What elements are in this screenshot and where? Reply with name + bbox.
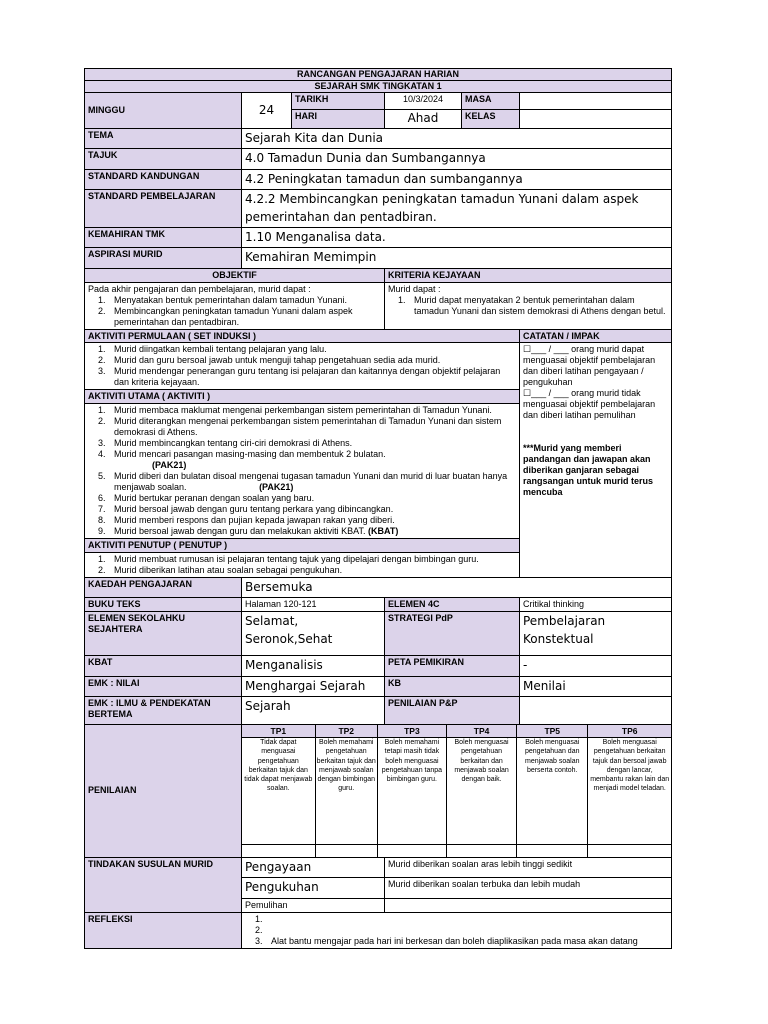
emk-nilai-label: EMK : NILAI — [85, 676, 242, 696]
tp2-header: TP2 — [315, 725, 377, 738]
tarikh-label: TARIKH — [292, 92, 385, 109]
kbat-label: KBAT — [85, 656, 242, 676]
hari-label: HARI — [292, 109, 385, 128]
masa-value — [520, 92, 672, 109]
catatan-note: ***Murid yang memberi pandangan dan jawapan akan diberikan ganjaran sebagai rangsangan untuk murid terus mencuba — [523, 443, 654, 498]
peta-pemikiran-value: - — [520, 656, 672, 676]
standard-kandungan-value: 4.2 Peningkatan tamadun dan sumbangannya — [242, 169, 672, 189]
refleksi-label: REFLEKSI — [85, 912, 242, 948]
pengukuhan-label: Pengukuhan — [242, 878, 385, 898]
penutup-item: 1. Murid membuat rumusan isi pelajaran tentang tajuk yang dipelajari dengan bimbingan guru. — [108, 554, 516, 565]
aspirasi-murid-label: ASPIRASI MURID — [85, 248, 242, 268]
kemahiran-tmk-value: 1.10 Menganalisa data. — [242, 227, 672, 247]
standard-pembelajaran-value: 4.2.2 Membincangkan peningkatan tamadun Yunani dalam aspek pemerintahan dan pentadbiran. — [242, 190, 672, 228]
tema-label: TEMA — [85, 128, 242, 148]
masa-label: MASA — [462, 92, 520, 109]
aktiviti-utama-label: AKTIVITI UTAMA ( AKTIVITI ) — [85, 390, 520, 404]
catatan-text-1: ☐___ / ___ orang murid dapat menguasai objektif pembelajaran dan diberi latihan pengayaan / pengukuhan — [523, 344, 656, 388]
elemen-4c-value: Critikal thinking — [520, 598, 672, 612]
emk-nilai-value: Menghargai Sejarah — [242, 676, 385, 696]
utama-item: 7. Murid bersoal jawab dengan guru tentang perkara yang dibincangkan. — [108, 504, 516, 515]
buku-teks-label: BUKU TEKS — [85, 598, 242, 612]
kemahiran-tmk-label: KEMAHIRAN TMK — [85, 227, 242, 247]
utama-item: 2. Murid diterangkan mengenai perkembangan sistem pemerintahan di Tamadun Yunani dan sistem demokrasi di Athens. — [108, 416, 516, 438]
tp5-desc: Boleh menguasai pengetahuan dan menjawab soalan berserta contoh. — [517, 738, 588, 845]
utama-item: 8. Murid memberi respons dan pujian kepada jawapan rakan yang diberi. — [108, 515, 516, 526]
kb-label: KB — [385, 676, 520, 696]
refleksi-content — [242, 912, 672, 948]
penilaian-pp-value — [520, 697, 672, 725]
objektif-content: Pada akhir pengajaran dan pembelajaran, murid dapat : 1. Menyatakan bentuk pemerintahan dalam tamadun Yunani. 2. Membincangkan peningkatan tamadun Yunani dalam aspek pemerintahan dan pentadbiran. — [85, 282, 385, 329]
catatan-impak-content — [520, 343, 672, 577]
kbat-tag: (KBAT) — [368, 525, 399, 536]
pengayaan-desc: Murid diberikan soalan aras lebih tinggi sedikit — [385, 857, 672, 877]
utama-item: 6. Murid bertukar peranan dengan soalan yang baru. — [108, 493, 516, 504]
kriteria-content: Murid dapat : 1. Murid dapat menyatakan 2 bentuk pemerintahan dalam tamadun Yunani dan sistem demokrasi di Athens dengan betul. — [385, 282, 672, 329]
kaedah-label: KAEDAH PENGAJARAN — [85, 577, 242, 597]
refleksi-item: 3. Alat bantu mengajar pada hari ini berkesan dan boleh diaplikasikan pada masa akan datang — [265, 936, 668, 947]
elemen-sekolahku-label: ELEMEN SEKOLAHKU SEJAHTERA — [85, 612, 242, 656]
aktiviti-permulaan-content — [85, 343, 520, 390]
minggu-label: MINGGU — [85, 92, 242, 128]
utama-item: 3. Murid membincangkan tentang ciri-ciri demokrasi di Athens. — [108, 438, 516, 449]
tp4-header: TP4 — [446, 725, 516, 738]
aktiviti-penutup-content — [85, 552, 520, 577]
document-title: RANCANGAN PENGAJARAN HARIAN SEJARAH SMK TINGKATAN 1 — [85, 69, 672, 93]
tema-value: Sejarah Kita dan Dunia — [242, 128, 672, 148]
pak21-tag: (PAK21) — [259, 482, 294, 493]
kb-value: Menilai — [520, 676, 672, 696]
tindakan-susulan-label: TINDAKAN SUSULAN MURID — [85, 857, 242, 912]
refleksi-item — [265, 914, 668, 925]
tp5-header: TP5 — [517, 725, 588, 738]
buku-teks-value: Halaman 120-121 — [242, 598, 385, 612]
tp1-desc: Tidak dapat menguasai pengetahuan berkaitan tajuk dan tidak dapat menjawab soalan. — [242, 738, 315, 845]
penutup-item: 2. Murid diberikan latihan atau soalan sebagai pengukuhan. — [108, 565, 516, 576]
permulaan-item: 1. Murid diingatkan kembali tentang pelajaran yang lalu. — [108, 344, 516, 355]
utama-item: 4. Murid mencari pasangan masing-masing dan membentuk 2 bulatan. (PAK21) — [108, 449, 516, 471]
kbat-value: Menganalisis — [242, 656, 385, 676]
tp4-desc: Boleh menguasai pengetahuan berkaitan dan menjawab soalan dengan baik. — [446, 738, 516, 845]
aktiviti-utama-content — [85, 404, 520, 539]
emk-ilmu-value: Sejarah — [242, 697, 385, 725]
pemulihan-label: Pemulihan — [242, 898, 385, 912]
kelas-label: KELAS — [462, 109, 520, 128]
standard-kandungan-label: STANDARD KANDUNGAN — [85, 169, 242, 189]
pengayaan-label: Pengayaan — [242, 857, 385, 877]
aktiviti-permulaan-label: AKTIVITI PERMULAAN ( SET INDUKSI ) — [85, 329, 520, 343]
permulaan-item: 3. Murid mendengar penerangan guru tentang isi pelajaran dan kaitannya dengan objektif pelajaran dan kriteria kejayaan. — [108, 366, 516, 388]
tajuk-label: TAJUK — [85, 149, 242, 169]
tp6-desc: Boleh menguasai pengetahuan berkaitan tajuk dan bersoal jawab dengan lancar, membantu rakan lain dan menjadi model teladan. — [588, 738, 671, 845]
pengukuhan-desc: Murid diberikan soalan terbuka dan lebih mudah — [385, 878, 672, 898]
penilaian-label: PENILAIAN — [85, 725, 242, 858]
peta-pemikiran-label: PETA PEMIKIRAN — [385, 656, 520, 676]
tp1-header: TP1 — [242, 725, 315, 738]
strategi-value: Pembelajaran Konstektual — [520, 612, 672, 656]
pak21-tag: (PAK21) — [152, 460, 187, 471]
tp3-header: TP3 — [377, 725, 446, 738]
utama-item: 1. Murid membaca maklumat mengenai perkembangan sistem pemerintahan di Tamadun Yunani. — [108, 405, 516, 416]
standard-pembelajaran-label: STANDARD PEMBELAJARAN — [85, 190, 242, 228]
utama-item: 5. Murid diberi dan bulatan disoal mengenai tugasan tamadun Yunani dan murid di luar buatan hanya menjawab soalan. (PAK21) — [108, 471, 516, 493]
kaedah-value: Bersemuka — [242, 577, 672, 597]
tarikh-value: 10/3/2024 — [385, 92, 462, 109]
kriteria-label: KRITERIA KEJAYAAN — [385, 268, 672, 282]
lesson-plan-table — [84, 68, 672, 949]
tajuk-value: 4.0 Tamadun Dunia dan Sumbangannya — [242, 149, 672, 169]
catatan-text-2: ☐___ / ___ orang murid tidak menguasai objektif pembelajaran dan diberi latihan pemulihan — [523, 388, 656, 421]
objektif-label: OBJEKTIF — [85, 268, 385, 282]
tp6-header: TP6 — [588, 725, 671, 738]
objektif-item: 2. Membincangkan peningkatan tamadun Yunani dalam aspek pemerintahan dan pentadbiran. — [108, 306, 381, 328]
permulaan-item: 2. Murid dan guru bersoal jawab untuk menguji tahap pengetahuan sedia ada murid. — [108, 355, 516, 366]
strategi-label: STRATEGI PdP — [385, 612, 520, 656]
tp2-desc: Boleh memahami pengetahuan berkaitan tajuk dan menjawab soalan dengan bimbingan guru. — [315, 738, 377, 845]
minggu-value: 24 — [242, 92, 292, 128]
objektif-item: 1. Menyatakan bentuk pemerintahan dalam tamadun Yunani. — [108, 295, 381, 306]
kriteria-item: 1. Murid dapat menyatakan 2 bentuk pemerintahan dalam tamadun Yunani dan sistem demokrasi di Athens dengan betul. — [408, 295, 668, 317]
tp3-desc: Boleh memahami tetapi masih tidak boleh menguasai pengetahuan tanpa bimbingan guru. — [377, 738, 446, 845]
penilaian-rubric — [242, 725, 672, 858]
aspirasi-murid-value: Kemahiran Memimpin — [242, 248, 672, 268]
lesson-plan-sheet — [84, 68, 671, 949]
penilaian-pp-label: PENILAIAN P&P — [385, 697, 520, 725]
hari-value: Ahad — [385, 109, 462, 128]
elemen-4c-label: ELEMEN 4C — [385, 598, 520, 612]
utama-item: 9. Murid bersoal jawab dengan guru dan melakukan aktiviti KBAT. (KBAT) — [108, 526, 516, 537]
emk-ilmu-label: EMK : ILMU & PENDEKATAN BERTEMA — [85, 697, 242, 725]
elemen-sekolahku-value: Selamat, Seronok,Sehat — [242, 612, 385, 656]
catatan-impak-label: CATATAN / IMPAK — [520, 329, 672, 343]
kelas-value — [520, 109, 672, 128]
refleksi-item — [265, 925, 668, 936]
aktiviti-penutup-label: AKTIVITI PENUTUP ( PENUTUP ) — [85, 538, 520, 552]
